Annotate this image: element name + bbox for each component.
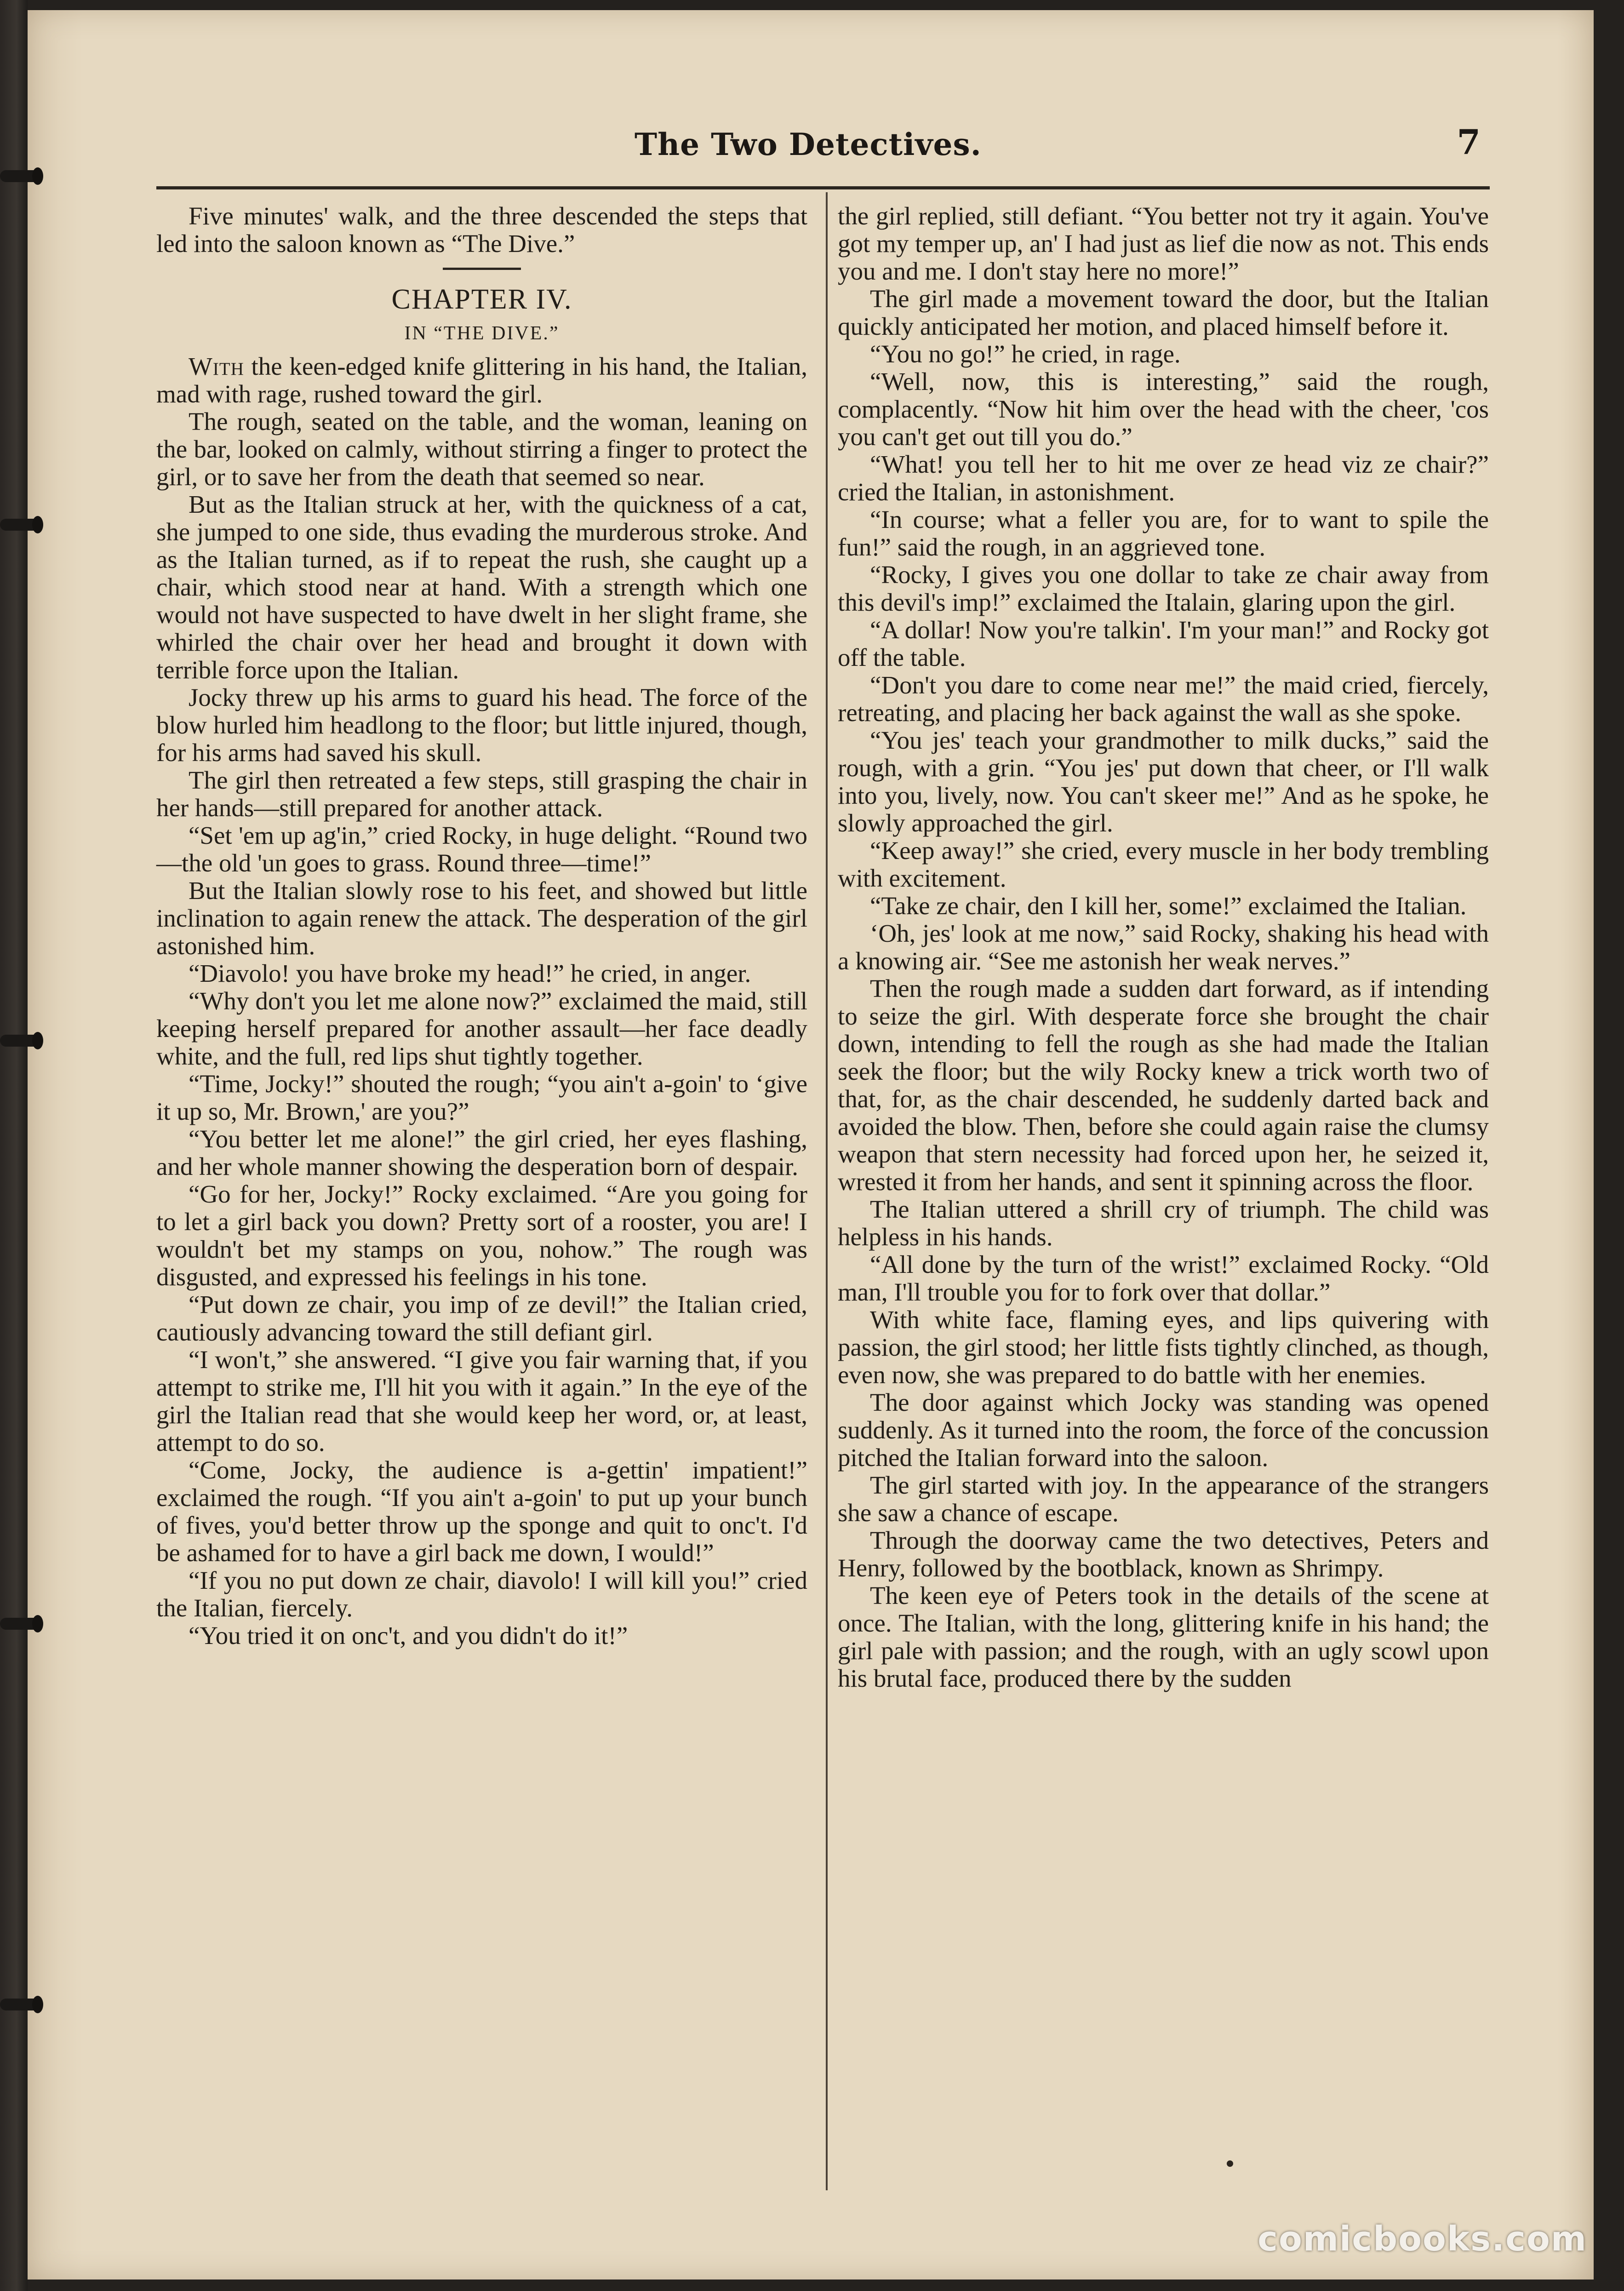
staple-bottom: [0, 1999, 41, 2010]
running-title: The Two Detectives.: [635, 126, 982, 162]
paragraph: “In course; what a feller you are, for to want to spile the fun!” said the rough, in an aggrieved tone.: [838, 505, 1489, 561]
first-paragraph-text: the keen-edged knife glittering in his hand, the Italian, mad with rage, rushed toward the girl.: [156, 352, 807, 408]
paragraph: “Time, Jocky!” shouted the rough; “you ain't a-goin' to ‘give it up so, Mr. Brown,' are you?”: [156, 1070, 807, 1125]
section-divider: [443, 268, 521, 270]
staple-lower: [0, 1618, 41, 1630]
chapter-title: CHAPTER IV.: [391, 284, 572, 315]
paragraph: With white face, flaming eyes, and lips quivering with passion, the girl stood; her little fists tightly clinched, as though, even now, she was prepared to do battle with her enemies.: [838, 1306, 1489, 1389]
paragraph: The girl then retreated a few steps, still grasping the chair in her hands—still prepared for another attack.: [156, 766, 807, 822]
paragraph: The girl made a movement toward the door, but the Italian quickly anticipated her motion, and placed himself before it.: [838, 285, 1489, 340]
paragraph: “Don't you dare to come near me!” the maid cried, fiercely, retreating, and placing her back against the wall as she spoke.: [838, 671, 1489, 727]
paragraph: The door against which Jocky was standing was opened suddenly. As it turned into the room, the force of the concussion pitched the Italian forward into the saloon.: [838, 1388, 1489, 1472]
paragraph: “Come, Jocky, the audience is a-gettin' impatient!” exclaimed the rough. “If you ain't a-goin' to put up your bunch of fives, you'd better throw up the sponge and quit to onc't. I'd be ashamed for to have a girl back me down, I would!”: [156, 1456, 807, 1567]
paragraph: “Set 'em up ag'in,” cried Rocky, in huge delight. “Round two—the old 'un goes to grass. Round three—time!”: [156, 821, 807, 877]
paragraph: But as the Italian struck at her, with the quickness of a cat, she jumped to one side, thus evading the murderous stroke. And as the Italian turned, as if to repeat the rush, she caught up a chair, which stood near at hand. With a strength which one would not have suspected to have dwelt in her slight frame, she whirled the chair over her head and brought it down with terrible force upon the Italian.: [156, 490, 807, 684]
site-watermark: comicbooks.com: [1258, 2219, 1587, 2259]
paragraph: “A dollar! Now you're talkin'. I'm your man!” and Rocky got off the table.: [838, 616, 1489, 671]
paragraph: Jocky threw up his arms to guard his head. The force of the blow hurled him headlong to the floor; but little injured, though, for his arms had saved his skull.: [156, 683, 807, 767]
paragraph: “Well, now, this is interesting,” said the rough, complacently. “Now hit him over the head with the cheer, 'cos you can't get out till you do.”: [838, 367, 1489, 451]
opening-paragraph: Five minutes' walk, and the three descended the steps that led into the saloon known as “The Dive.”: [156, 202, 807, 258]
paragraph: Through the doorway came the two detectives, Peters and Henry, followed by the bootblack, known as Shrimpy.: [838, 1526, 1489, 1582]
paragraph: “You no go!” he cried, in rage.: [870, 340, 1181, 368]
chapter-subtitle: IN “THE DIVE.”: [404, 323, 560, 344]
staple-middle: [0, 1035, 41, 1047]
paragraph: “Diavolo! you have broke my head!” he cried, in anger.: [189, 959, 751, 987]
paragraph: “I won't,” she answered. “I give you fair warning that, if you attempt to strike me, I'll hit you with it again.” In the eye of the girl the Italian read that she would keep her word, or, at least, attempt to do so.: [156, 1346, 807, 1456]
paragraph: The Italian uttered a shrill cry of triumph. The child was helpless in his hands.: [838, 1195, 1489, 1251]
paragraph: “You tried it on onc't, and you didn't do it!”: [189, 1621, 628, 1650]
paragraph: “Put down ze chair, you imp of ze devil!” the Italian cried, cautiously advancing toward the still defiant girl.: [156, 1290, 807, 1346]
staple-upper: [0, 519, 41, 531]
header-rule: [156, 186, 1490, 189]
paragraph: The girl started with joy. In the appearance of the strangers she saw a chance of escape.: [838, 1471, 1489, 1527]
left-column: [156, 202, 807, 2194]
running-header: [156, 117, 1490, 172]
column-divider: [826, 192, 828, 2190]
paragraph: “All done by the turn of the wrist!” exclaimed Rocky. “Old man, I'll trouble you for to fork over that dollar.”: [838, 1250, 1489, 1306]
paragraph: “You better let me alone!” the girl cried, her eyes flashing, and her whole manner showing the desperation born of despair.: [156, 1125, 807, 1180]
paragraph: “If you no put down ze chair, diavolo! I will kill you!” cried the Italian, fiercely.: [156, 1566, 807, 1622]
drop-word: With: [189, 352, 244, 380]
paragraph: The keen eye of Peters took in the details of the scene at once. The Italian, with the long, glittering knife in his hand; the girl pale with passion; and the rough, with an ugly scowl upon his brutal face, produced there by the sudden: [838, 1581, 1489, 1692]
paragraph: “You jes' teach your grandmother to milk ducks,” said the rough, with a grin. “You jes' put down that cheer, or I'll walk into you, lively, now. You can't skeer me!” And as he spoke, he slowly approached the girl.: [838, 726, 1489, 837]
paragraph: ‘Oh, jes' look at me now,” said Rocky, shaking his head with a knowing air. “See me astonish her weak nerves.”: [838, 919, 1489, 975]
paragraph: But the Italian slowly rose to his feet, and showed but little inclination to again renew the attack. The desperation of the girl astonished him.: [156, 876, 807, 960]
paragraph: “Take ze chair, den I kill her, some!” exclaimed the Italian.: [870, 892, 1467, 920]
book-binding: [0, 0, 28, 2291]
staple-top: [0, 170, 41, 182]
paragraph: The rough, seated on the table, and the woman, leaning on the bar, looked on calmly, without stirring a finger to protect the girl, or to save her from the death that seemed so near.: [156, 407, 807, 491]
paragraph: “Go for her, Jocky!” Rocky exclaimed. “Are you going for to let a girl back you down? Pretty sort of a rooster, you are! I wouldn't bet my stamps on you, nohow.” The rough was disgusted, and expressed his feelings in his tone.: [156, 1180, 807, 1291]
right-column: [838, 202, 1489, 2194]
paragraph: “Keep away!” she cried, every muscle in her body trembling with excitement.: [838, 836, 1489, 892]
continued-paragraph: the girl replied, still defiant. “You better not try it again. You've got my temper up, an' I had just as lief die now as not. This ends you and me. I don't stay here no more!”: [838, 202, 1489, 285]
paragraph: “Why don't you let me alone now?” exclaimed the maid, still keeping herself prepared for another assault—her face deadly white, and the full, red lips shut tightly together.: [156, 987, 807, 1070]
ink-dot: [1227, 2160, 1233, 2167]
chapter-first-paragraph: [156, 353, 807, 408]
paragraph: “What! you tell her to hit me over ze head viz ze chair?” cried the Italian, in astonishment.: [838, 450, 1489, 506]
paragraph: “Rocky, I gives you one dollar to take ze chair away from this devil's imp!” exclaimed the Italain, glaring upon the girl.: [838, 561, 1489, 616]
page-number: 7: [1457, 123, 1481, 162]
paragraph: Then the rough made a sudden dart forward, as if intending to seize the girl. With desperate force she brought the chair down, intending to fell the rough as she had made the Italian seek the floor; but the wily Rocky knew a trick worth two of that, for, as the chair descended, he suddenly darted back and avoided the blow. Then, before she could again raise the clumsy weapon that stern necessity had forced upon her, he seized it, wrested it from her hands, and sent it spinning across the floor.: [838, 974, 1489, 1196]
